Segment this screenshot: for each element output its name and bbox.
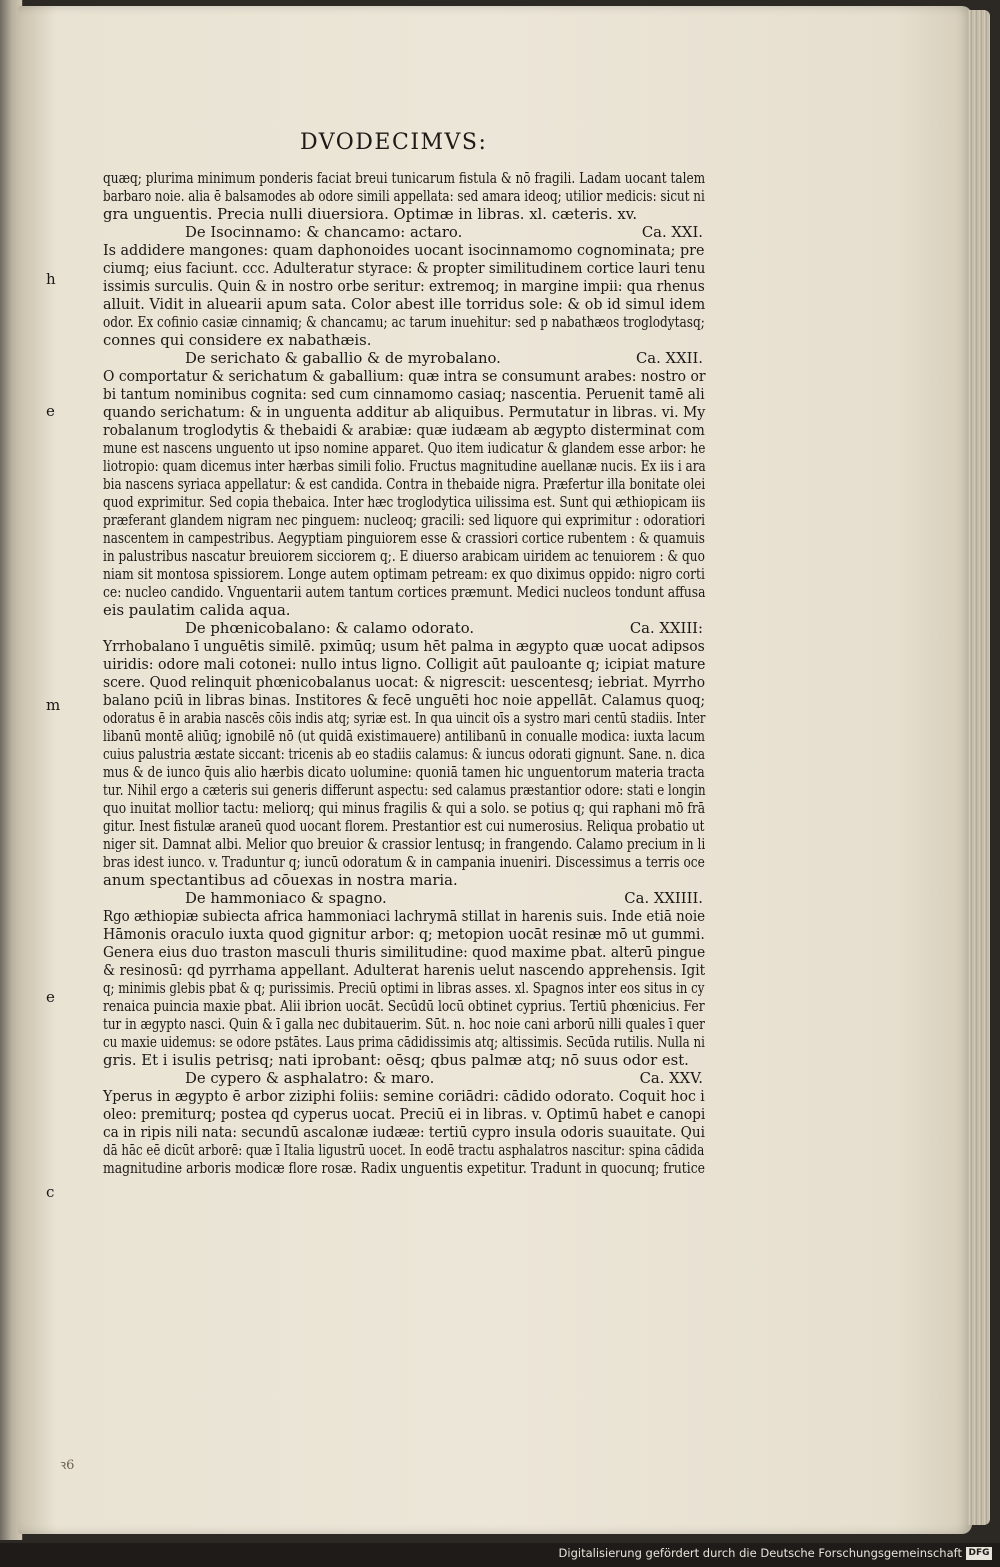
text-line: issimis surculis. Quin & in nostro orbe seritur: extremoq; in margine impii: qua rhenus bbox=[103, 278, 705, 295]
text-line: nascentem in campestribus. Aegyptiam pinguiorem esse & crassiori cortice rubentem : & quamuis bbox=[103, 530, 705, 547]
chapter-title: De serichato & gaballio & de myrobalano. bbox=[185, 350, 501, 367]
text-line: odoratus ē in arabia nascēs cōis indis atq; syriæ est. In qua uincit oīs a systro mari centū stadiis. Inter bbox=[103, 710, 706, 727]
text-line: eis paulatim calida aqua. bbox=[103, 602, 291, 619]
chapter-heading bbox=[103, 350, 705, 368]
text-line: quod exprimitur. Sed copia thebaica. Inter hæc troglodytica uilissima est. Sunt qui æthiopicam iis bbox=[103, 494, 706, 511]
text-line: Is addidere mangones: quam daphonoides uocant isocinnamomo cognominata; pre bbox=[103, 242, 705, 259]
text-line: O comportatur & serichatum & gaballium: quæ intra se consumunt arabes: nostro or bbox=[103, 368, 706, 385]
funding-credit: Digitalisierung gefördert durch die Deutsche Forschungsgemeinschaft bbox=[558, 1546, 962, 1560]
text-line: connes qui considere ex nabathæis. bbox=[103, 332, 372, 349]
main-text bbox=[103, 170, 705, 1178]
dfg-logo-icon: DFG bbox=[966, 1547, 992, 1560]
text-line: mune est nascens unguento ut ipso nomine apparet. Quo item iudicatur & glandem esse arbor: he bbox=[103, 440, 706, 457]
text-line: anum spectantibus ad cōuexas in nostra maria. bbox=[103, 872, 458, 889]
chapter-number: Ca. XXIII: bbox=[629, 620, 703, 637]
chapter-title: De hammoniaco & spagno. bbox=[185, 890, 387, 907]
text-line: niam sit montosa spissiorem. Longe autem optimam petream: ex quo diximus oppido: nigro corti bbox=[103, 566, 705, 583]
text-line: uiridis: odore mali cotonei: nullo intus ligno. Colligit aūt pauloante q; icipiat mature bbox=[103, 656, 706, 673]
text-line: in palustribus nascatur breuiorem sicciorem q;. E diuerso arabicam uiridem ac tenuiorem : & quo bbox=[103, 548, 705, 565]
margin-letter: e bbox=[46, 402, 55, 420]
text-line: tur in ægypto nasci. Quin & ī galla nec dubitauerim. Sūt. n. hoc noie cani arborū nilli quales ī quer bbox=[103, 1016, 705, 1033]
chapter-heading bbox=[103, 1070, 705, 1088]
text-line: libanū montē aliūq; ignobilē nō (ut quidā existimauere) antilibanū in conualle modica: iuxta lacum bbox=[103, 728, 706, 745]
chapter-number: Ca. XXV. bbox=[639, 1070, 703, 1087]
chapter-heading bbox=[103, 890, 705, 908]
text-line: Hāmonis oraculo iuxta quod gignitur arbor: q; metopion uocāt resinæ mō ut gummi. bbox=[103, 926, 705, 943]
text-line: bras idest iunco. v. Traduntur q; iuncū odoratum & in campania inueniri. Discessimus a terris oce bbox=[103, 854, 705, 871]
text-line: Yperus in ægypto ē arbor ziziphi foliis: semine coriādri: cādido odorato. Coquit hoc i bbox=[103, 1088, 705, 1105]
text-line: Genera eius duo traston masculi thuris similitudine: quod maxime pbat. alterū pingue bbox=[103, 944, 706, 961]
margin-letter: c bbox=[46, 1183, 55, 1201]
text-line: & resinosū: qd pyrrhama appellant. Adulterat harenis uelut nascendo apprehensis. Igit bbox=[103, 962, 706, 979]
text-line: cu maxie uidemus: se odore pstātes. Laus prima cādidissimis atq; altissimis. Secūda rutilis. Nulla ni bbox=[103, 1034, 705, 1051]
text-line: quando serichatum: & in unguenta additur ab aliquibus. Permutatur in libras. vi. My bbox=[103, 404, 706, 421]
text-line: gitur. Inest fistulæ araneū quod uocant florem. Prestantior est cui numerosius. Reliqua probatio ut bbox=[103, 818, 705, 835]
text-line: cuius palustria æstate siccant: tricenis ab eo stadiis calamus: & iuncus odorati gignunt. Sane. n. dica bbox=[103, 746, 706, 763]
text-line: Yrrhobalano ī unguētis similē. pximūq; usum hēt palma in ægypto quæ uocat adipsos bbox=[103, 638, 705, 655]
margin-letter: h bbox=[46, 270, 56, 288]
text-line: alluit. Vidit in aluearii apum sata. Color abest ille torridus sole: & ob id simul idem bbox=[103, 296, 706, 313]
text-line: quæq; plurima minimum ponderis faciat breui tunicarum fistula & nō fragili. Ladam uocant talem bbox=[103, 170, 706, 187]
text-line: robalanum troglodytis & thebaidi & arabiæ: quæ iudæam ab ægypto disterminat com bbox=[103, 422, 705, 439]
text-line: ca in ripis nili nata: secundū ascalonæ iudææ: tertiū cypro insula odoris suauitate. Qui bbox=[103, 1124, 705, 1141]
text-line: gra unguentis. Precia nulli diuersiora. Optimæ in libras. xl. cæteris. xv. bbox=[103, 206, 638, 223]
chapter-heading bbox=[103, 620, 705, 638]
text-line: niger sit. Damnat albi. Melior quo breuior & crassior lentusq; in frangendo. Calamo precium in li bbox=[103, 836, 706, 853]
text-line: balano pciū in libras binas. Institores & fecē unguēti hoc noie appellāt. Calamus quoq; bbox=[103, 692, 706, 709]
text-line: bia nascens syriaca appellatur: & est candida. Contra in thebaide nigra. Præfertur illa bonitate olei bbox=[103, 476, 706, 493]
text-line: bi tantum nominibus cognita: sed cum cinnamomo casiaq; nascentia. Peruenit tamē ali bbox=[103, 386, 705, 403]
text-line: gris. Et i isulis petrisq; nati iprobant: oēsq; qbus palmæ atq; nō suus odor est. bbox=[103, 1052, 689, 1069]
text-line: renaica puincia maxie pbat. Alii ibrion uocāt. Secūdū locū obtinet cyprius. Tertiū phœnicius. Fer bbox=[103, 998, 705, 1015]
chapter-heading bbox=[103, 224, 705, 242]
chapter-number: Ca. XXIIII. bbox=[624, 890, 703, 907]
chapter-title: De phœnicobalano: & calamo odorato. bbox=[185, 620, 475, 637]
text-line: scere. Quod relinquit phœnicobalanus uocat: & nigrescit: uescentesq; iebriat. Myrrho bbox=[103, 674, 706, 691]
text-line: tur. Nihil ergo a cæteris sui generis differunt aspectu: sed calamus præstantior odore: stati e longin bbox=[103, 782, 706, 799]
margin-letter: m bbox=[46, 696, 61, 714]
text-line: odor. Ex cofinio casiæ cinnamiq; & chancamu; ac tarum inuehitur: sed p nabathæos troglodytasq; bbox=[103, 314, 705, 331]
text-line: liotropio: quam dicemus inter hærbas simili folio. Fructus magnitudine auellanæ nucis. Ex iis i ara bbox=[103, 458, 706, 475]
chapter-title: De Isocinnamo: & chancamo: actaro. bbox=[185, 224, 463, 241]
text-line: dā hāc eē dicūt arborē: quæ ī Italia ligustrū uocet. In eodē tractu asphalatros nascitur: spina cādida bbox=[103, 1142, 705, 1159]
running-head: DVODECIMVS: bbox=[300, 130, 488, 155]
page-fore-edge bbox=[968, 10, 990, 1525]
text-line: præferant glandem nigram nec pinguem: nucleoq; gracili: sed liquore qui exprimitur : odoratiori bbox=[103, 512, 706, 529]
text-line: barbaro noie. alia ē balsamodes ab odore simili appellata: sed amara ideoq; utilior medicis: sicut ni bbox=[103, 188, 705, 205]
text-line: q; minimis glebis pbat & q; purissimis. Preciū optimi in libras asses. xl. Spagnos inter eos situs in cy bbox=[103, 980, 705, 997]
text-line: Rgo æthiopiæ subiecta africa hammoniaci lachrymā stillat in harenis suis. Inde etiā noie bbox=[103, 908, 706, 925]
chapter-number: Ca. XXI. bbox=[641, 224, 703, 241]
text-line: ciumq; eius faciunt. ccc. Adulteratur styrace: & propter similitudinem cortice lauri tenu bbox=[103, 260, 706, 277]
text-line: mus & de iunco q̄uis alio hærbis dicato uolumine: quoniā tamen hic unguentorum materia tracta bbox=[103, 764, 705, 781]
text-line: quo inuitat mollior tactu: meliorq; qui minus fragilis & qui a solo. se potius q; qui raphani mō frā bbox=[103, 800, 706, 817]
margin-letter: e bbox=[46, 988, 55, 1006]
text-line: magnitudine arboris modicæ flore rosæ. Radix unguentis expetitur. Tradunt in quocunq; frutice bbox=[103, 1160, 705, 1177]
text-line: ce: nucleo candido. Vnguentarii autem tantum cortices præmunt. Medici nucleos tondunt affusa bbox=[103, 584, 706, 601]
text-line: oleo: premiturq; postea qd cyperus uocat. Preciū ei in libras. v. Optimū habet e canopi bbox=[103, 1106, 706, 1123]
chapter-number: Ca. XXII. bbox=[635, 350, 703, 367]
page-stain-mark: ꝛ6 bbox=[60, 1458, 75, 1473]
chapter-title: De cypero & asphalatro: & maro. bbox=[185, 1070, 435, 1087]
